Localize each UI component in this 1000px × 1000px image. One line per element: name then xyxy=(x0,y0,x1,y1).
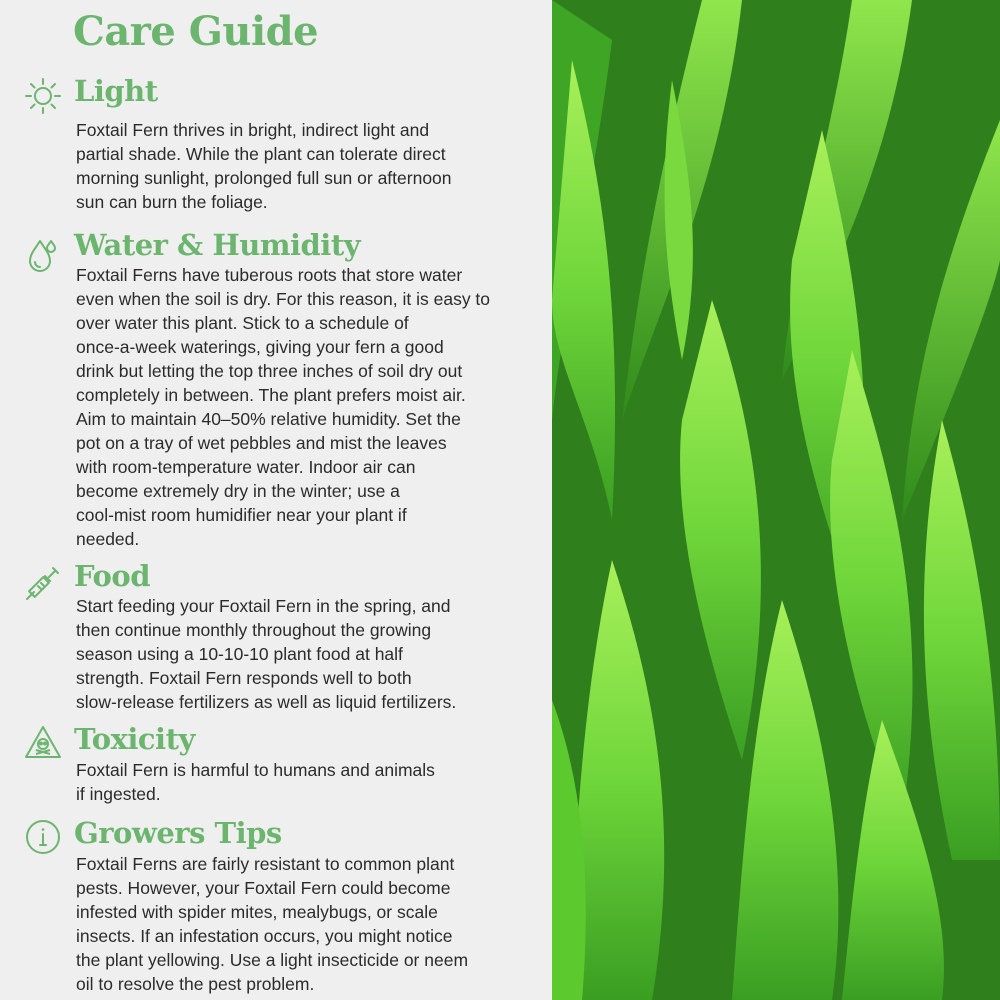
section-body: Foxtail Ferns are fairly resistant to common plant pests. However, your Foxtail Fern could become infested with spider mites, mealybugs, or scale insects. If an infestation occurs, you might notice the plant yellowing. Use a light insecticide or neem oil to resolve the pest problem. xyxy=(76,854,469,994)
section-heading: Light xyxy=(74,74,158,108)
foxtail-fern-photo xyxy=(552,0,1000,1000)
section-body: Start feeding your Foxtail Fern in the spring, and then continue monthly throughout the growing season using a 10-10-10 plant food at half strength. Foxtail Fern responds well to both slow-release fertilizers as well as liquid fertilizers. xyxy=(76,596,457,712)
section-heading: Food xyxy=(74,559,150,593)
section-body: Foxtail Fern thrives in bright, indirect light and partial shade. While the plant can tolerate direct morning sunlight, prolonged full sun or afternoon sun can burn the foliage. xyxy=(76,120,452,212)
section-body: Foxtail Fern is harmful to humans and animals if ingested. xyxy=(76,760,435,804)
info-icon xyxy=(22,816,64,858)
section-body: Foxtail Ferns have tuberous roots that store water even when the soil is dry. For this reason, it is easy to over water this plant. Stick to a schedule of once-a-week waterings, giving your fern a good drink but letting the top three inches of soil dry out completely in between. The plant prefers moist air. Aim to maintain 40–50% relative humidity. Set the pot on a tray of wet pebbles and mist the leaves with room-temperature water. Indoor air can become extremely dry in the winter; use a cool-mist room humidifier near your plant if needed. xyxy=(76,265,491,549)
page-title: Care Guide xyxy=(73,8,319,55)
fern-illustration xyxy=(552,0,1000,1000)
syringe-icon xyxy=(22,562,64,604)
water-drop-icon xyxy=(22,234,64,276)
sun-icon xyxy=(22,75,64,117)
section-heading: Growers Tips xyxy=(74,816,282,850)
section-heading: Water & Humidity xyxy=(74,228,361,262)
section-heading: Toxicity xyxy=(74,722,195,756)
skull-warning-icon xyxy=(22,722,64,764)
